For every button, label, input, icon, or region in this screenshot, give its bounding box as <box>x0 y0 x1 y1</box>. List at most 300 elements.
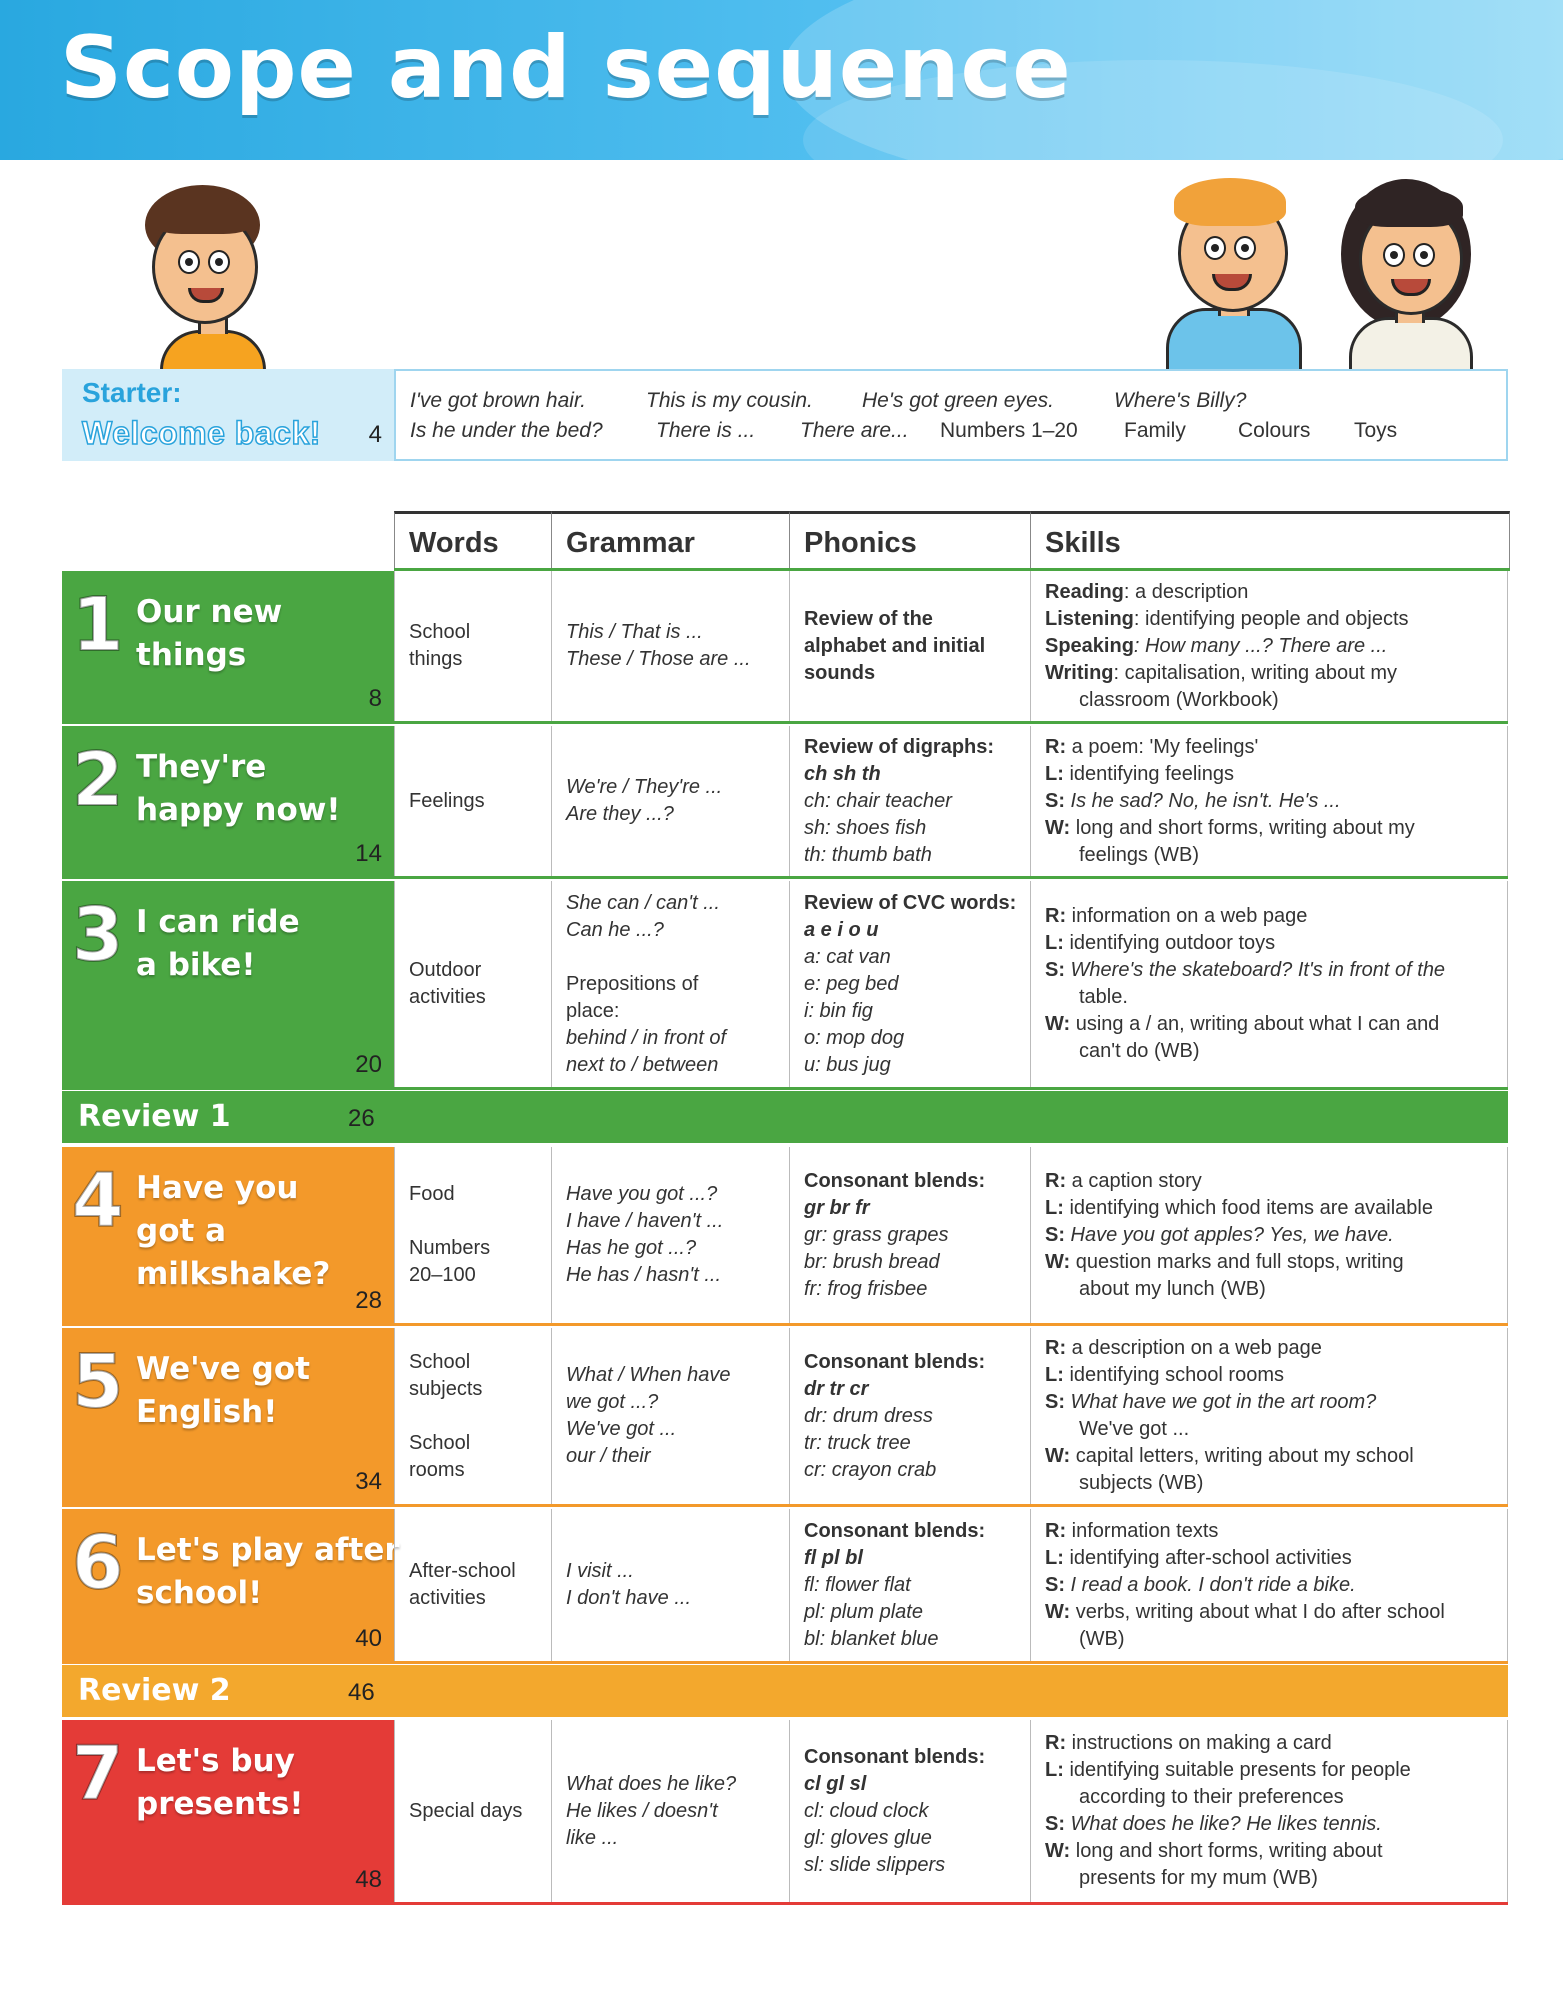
skill-text: information texts <box>1066 1519 1219 1542</box>
phonics-line: gr: grass grapes <box>804 1223 949 1246</box>
skill-text: : How many ...? There are ... <box>1133 634 1388 657</box>
skill-text: : a description <box>1123 580 1249 603</box>
skill-text: : identifying people and objects <box>1133 607 1409 630</box>
skill-line <box>1045 1545 1445 1572</box>
unit-skills-cell <box>1030 1147 1508 1323</box>
words-line: things <box>409 648 463 670</box>
skill-key: L: <box>1045 1196 1064 1219</box>
grammar-line: behind / in front of <box>566 1026 727 1049</box>
phonics-line: cl gl sl <box>804 1772 867 1795</box>
unit-number: 1 <box>72 582 124 668</box>
review-label: Review 2 <box>78 1673 231 1708</box>
grammar-line: we got ...? <box>566 1391 659 1413</box>
skill-text: a description on a web page <box>1066 1337 1322 1359</box>
unit-title <box>136 901 300 987</box>
grammar-line: She can / can't ... <box>566 891 720 914</box>
skill-key: Reading <box>1045 580 1124 603</box>
skill-key: L: <box>1045 1364 1064 1386</box>
skill-line <box>1045 1416 1414 1443</box>
grammar-line: This / That is ... <box>566 621 703 643</box>
page-title: Scope and sequence <box>60 18 1072 118</box>
skill-text: We've got ... <box>1079 1418 1190 1440</box>
unit-title <box>136 1348 310 1434</box>
starter-unit-label <box>62 369 394 461</box>
skill-key: L: <box>1045 932 1064 954</box>
skill-line <box>1045 1195 1433 1222</box>
starter-item: Is he under the bed? <box>410 419 603 442</box>
skill-key: S: <box>1045 959 1065 981</box>
skill-line <box>1045 815 1415 842</box>
skill-line <box>1045 1335 1414 1362</box>
skill-text: I read a book. I don't ride a bike. <box>1065 1573 1356 1596</box>
skills-content <box>1045 1730 1411 1892</box>
unit-title <box>136 746 341 832</box>
skills-content <box>1045 1518 1445 1653</box>
phonics-content <box>804 1168 985 1303</box>
grammar-line: Are they ...? <box>566 803 674 825</box>
skill-text: Where's the skateboard? It's in front of the <box>1065 959 1446 981</box>
words-content <box>409 788 485 815</box>
unit-page-number: 28 <box>355 1287 382 1314</box>
starter-item: There is ... <box>656 419 756 442</box>
skill-text: a caption story <box>1066 1169 1202 1192</box>
skill-text: identifying after-school activities <box>1063 1546 1352 1569</box>
words-content <box>409 1558 516 1612</box>
boy-character-illustration <box>140 190 290 370</box>
grammar-content <box>566 1558 691 1612</box>
skills-content <box>1045 1168 1433 1303</box>
phonics-line: cl: cloud clock <box>804 1799 929 1822</box>
unit-phonics-cell <box>789 726 1030 876</box>
skill-text: Is he sad? No, he isn't. He's ... <box>1065 789 1341 812</box>
unit-row-3 <box>62 881 1508 1090</box>
phonics-line: dr tr cr <box>804 1377 869 1400</box>
grammar-line: next to / between <box>566 1053 719 1076</box>
unit-title-line: Let's buy <box>136 1743 295 1779</box>
unit-grammar-cell <box>551 1720 789 1902</box>
words-line: Food <box>409 1183 455 1205</box>
grammar-line: He has / hasn't ... <box>566 1264 722 1286</box>
grammar-content <box>566 774 722 828</box>
skill-key: S: <box>1045 1573 1065 1596</box>
unit-phonics-cell <box>789 881 1030 1087</box>
skill-text: long and short forms, writing about <box>1070 1840 1383 1862</box>
phonics-line: ch: chair teacher <box>804 789 952 812</box>
words-line: activities <box>409 1587 486 1609</box>
skill-text: (WB) <box>1079 1627 1125 1650</box>
skill-key: S: <box>1045 1391 1065 1413</box>
unit-row-7 <box>62 1720 1508 1905</box>
unit-skills-cell <box>1030 571 1508 721</box>
skill-text: capital letters, writing about my school <box>1070 1445 1414 1467</box>
skill-key: R: <box>1045 1519 1067 1542</box>
column-header-words: Words <box>394 511 551 569</box>
starter-item: This is my cousin. <box>646 389 813 412</box>
review-page-number: 46 <box>348 1679 375 1706</box>
skill-text: identifying suitable presents for people <box>1063 1759 1411 1781</box>
skill-line <box>1045 579 1409 606</box>
skill-text: classroom (Workbook) <box>1079 688 1279 711</box>
skill-text: identifying school rooms <box>1063 1364 1284 1386</box>
unit-row-2 <box>62 726 1508 879</box>
unit-phonics-cell <box>789 1509 1030 1661</box>
grammar-line: I don't have ... <box>566 1587 692 1609</box>
grammar-line: These / Those are ... <box>566 648 751 670</box>
skill-line <box>1045 1599 1445 1626</box>
skill-line <box>1045 903 1445 930</box>
unit-words-cell <box>394 726 551 876</box>
words-content <box>409 1349 482 1484</box>
skill-line <box>1045 1572 1445 1599</box>
skill-line <box>1045 1757 1411 1784</box>
grammar-line: I visit ... <box>566 1560 634 1582</box>
unit-title-line: We've got <box>136 1351 310 1387</box>
spacer <box>409 1208 490 1235</box>
unit-phonics-cell <box>789 1147 1030 1323</box>
unit-words-cell <box>394 1509 551 1661</box>
unit-page-number: 8 <box>368 685 382 712</box>
girl-character-illustration <box>1345 185 1495 370</box>
phonics-line: gr br fr <box>804 1196 870 1219</box>
starter-item: Where's Billy? <box>1114 389 1247 412</box>
unit-words-cell <box>394 881 551 1087</box>
skill-text: instructions on making a card <box>1066 1732 1332 1754</box>
skill-key: L: <box>1045 1546 1064 1569</box>
skill-text: subjects (WB) <box>1079 1472 1204 1494</box>
unit-words-cell <box>394 571 551 721</box>
unit-skills-cell <box>1030 1720 1508 1902</box>
skill-line <box>1045 788 1415 815</box>
review-page-number: 26 <box>348 1105 375 1132</box>
phonics-line: fr: frog frisbee <box>804 1277 928 1300</box>
grammar-content <box>566 1771 736 1852</box>
phonics-content <box>804 1744 985 1879</box>
review-label: Review 1 <box>78 1099 231 1134</box>
phonics-line: Consonant blends: <box>804 1745 986 1768</box>
grammar-line: Prepositions of <box>566 972 699 995</box>
skill-line <box>1045 1168 1433 1195</box>
skill-key: Speaking <box>1045 634 1134 657</box>
skill-text: question marks and full stops, writing <box>1070 1250 1404 1273</box>
skill-text: identifying outdoor toys <box>1063 932 1276 954</box>
starter-item: He's got green eyes. <box>862 389 1054 412</box>
unit-row-4 <box>62 1147 1508 1326</box>
phonics-line: th: thumb bath <box>804 843 932 866</box>
words-line: Numbers <box>409 1237 491 1259</box>
words-content <box>409 619 470 673</box>
unit-page-number: 40 <box>355 1625 382 1652</box>
skills-content <box>1045 1335 1414 1497</box>
review-bar-2 <box>62 1665 1508 1717</box>
starter-item: I've got brown hair. <box>410 389 586 412</box>
unit-grammar-cell <box>551 726 789 876</box>
unit-title-line: Let's play after <box>136 1532 400 1568</box>
skill-text: a poem: 'My feelings' <box>1066 735 1259 758</box>
phonics-line: fl pl bl <box>804 1546 863 1569</box>
skill-line <box>1045 1249 1433 1276</box>
unit-title-line: Have you <box>136 1170 299 1206</box>
skill-line <box>1045 1443 1414 1470</box>
unit-title-line: Our new <box>136 594 283 630</box>
unit-page-number: 34 <box>355 1468 382 1495</box>
unit-title <box>136 1740 303 1826</box>
skills-content <box>1045 734 1415 869</box>
unit-number: 4 <box>72 1158 124 1244</box>
skill-line <box>1045 1470 1414 1497</box>
skills-content <box>1045 903 1445 1065</box>
words-content <box>409 1181 490 1289</box>
grammar-line: our / their <box>566 1445 651 1467</box>
unit-words-cell <box>394 1147 551 1323</box>
skill-line <box>1045 1784 1411 1811</box>
unit-title <box>136 1529 400 1615</box>
unit-number: 3 <box>72 892 124 978</box>
blond-boy-character-illustration <box>1160 180 1320 370</box>
skill-text: feelings (WB) <box>1079 843 1200 866</box>
skill-line <box>1045 1362 1414 1389</box>
starter-item: Numbers 1–20 <box>940 419 1078 442</box>
skill-key: R: <box>1045 1337 1067 1359</box>
unit-grammar-cell <box>551 1509 789 1661</box>
phonics-line: sh: shoes fish <box>804 816 927 839</box>
unit-title <box>136 1167 330 1296</box>
skill-text: can't do (WB) <box>1079 1040 1200 1062</box>
words-line: School <box>409 1350 471 1373</box>
unit-row-1 <box>62 571 1508 724</box>
grammar-line: What / When have <box>566 1364 731 1386</box>
words-line: Outdoor <box>409 959 482 981</box>
skill-line <box>1045 633 1409 660</box>
words-line: 20–100 <box>409 1264 476 1286</box>
skill-text: using a / an, writing about what I can and <box>1070 1013 1440 1035</box>
skill-key: R: <box>1045 905 1067 927</box>
phonics-line: bl: blanket blue <box>804 1627 939 1650</box>
phonics-line: Review of digraphs: <box>804 735 995 758</box>
phonics-content <box>804 1349 985 1484</box>
unit-skills-cell <box>1030 881 1508 1087</box>
unit-grammar-cell <box>551 571 789 721</box>
unit-words-cell <box>394 1720 551 1902</box>
review-bar-1 <box>62 1091 1508 1143</box>
skill-line <box>1045 1626 1445 1653</box>
column-header-phonics: Phonics <box>789 511 1030 569</box>
title-banner <box>0 0 1563 160</box>
skill-key: W: <box>1045 1840 1071 1862</box>
grammar-content <box>566 619 751 673</box>
skill-line <box>1045 1276 1433 1303</box>
words-content <box>409 957 486 1011</box>
skill-text: identifying which food items are available <box>1063 1196 1433 1219</box>
unit-title <box>136 591 282 677</box>
starter-subtitle: Welcome back! <box>82 415 321 451</box>
skill-text: according to their preferences <box>1079 1786 1344 1808</box>
unit-page-number: 48 <box>355 1866 382 1893</box>
grammar-line: We've got ... <box>566 1418 677 1440</box>
starter-title: Starter: <box>82 377 182 408</box>
spacer <box>566 944 726 971</box>
phonics-line: br: brush bread <box>804 1250 940 1273</box>
unit-title-line: I can ride <box>136 904 300 940</box>
words-line: activities <box>409 986 486 1008</box>
unit-phonics-cell <box>789 571 1030 721</box>
unit-title-line: things <box>136 637 247 673</box>
phonics-line: a e i o u <box>804 918 879 941</box>
phonics-line: u: bus jug <box>804 1053 891 1076</box>
unit-title-line: happy now! <box>136 792 341 828</box>
skill-text: What have we got in the art room? <box>1065 1391 1377 1413</box>
unit-phonics-cell <box>789 1328 1030 1504</box>
phonics-line: dr: drum dress <box>804 1404 933 1427</box>
skill-line <box>1045 984 1445 1011</box>
grammar-content <box>566 1362 731 1470</box>
starter-page-number: 4 <box>368 421 382 448</box>
skill-line <box>1045 1222 1433 1249</box>
grammar-line: Has he got ...? <box>566 1237 697 1259</box>
skill-line <box>1045 761 1415 788</box>
skill-key: R: <box>1045 735 1067 758</box>
grammar-line: Can he ...? <box>566 918 664 941</box>
unit-label <box>62 1147 394 1323</box>
unit-label <box>62 726 394 876</box>
skill-line <box>1045 1389 1414 1416</box>
skill-text: Have you got apples? Yes, we have. <box>1065 1223 1394 1246</box>
unit-skills-cell <box>1030 1328 1508 1504</box>
unit-label <box>62 1509 400 1661</box>
unit-phonics-cell <box>789 1720 1030 1902</box>
phonics-content <box>804 1518 985 1653</box>
grammar-line: Have you got ...? <box>566 1183 718 1205</box>
skill-text: verbs, writing about what I do after school <box>1070 1600 1445 1623</box>
phonics-line: a: cat van <box>804 945 891 968</box>
grammar-content <box>566 890 726 1079</box>
words-line: Special days <box>409 1799 523 1822</box>
column-header-skills: Skills <box>1030 511 1510 569</box>
starter-item: Colours <box>1238 419 1311 442</box>
starter-content <box>394 369 1508 461</box>
phonics-line: pl: plum plate <box>804 1600 923 1623</box>
skill-key: W: <box>1045 1445 1071 1467</box>
skill-key: S: <box>1045 789 1065 812</box>
skill-text: table. <box>1079 986 1128 1008</box>
grammar-line: like ... <box>566 1826 619 1849</box>
skill-key: W: <box>1045 1013 1071 1035</box>
unit-grammar-cell <box>551 881 789 1087</box>
grammar-line: place: <box>566 999 620 1022</box>
skill-key: S: <box>1045 1813 1065 1835</box>
grammar-line: He likes / doesn't <box>566 1799 718 1822</box>
unit-label <box>62 571 394 721</box>
skill-line <box>1045 687 1409 714</box>
words-line: School <box>409 621 471 643</box>
unit-row-6 <box>62 1509 1508 1664</box>
phonics-line: Review of CVC words: <box>804 891 1017 914</box>
words-line: subjects <box>409 1377 483 1400</box>
phonics-line: gl: gloves glue <box>804 1826 932 1849</box>
words-content <box>409 1798 522 1825</box>
unit-skills-cell <box>1030 1509 1508 1661</box>
skill-line <box>1045 930 1445 957</box>
phonics-content <box>804 606 985 687</box>
phonics-line: e: peg bed <box>804 972 899 995</box>
unit-page-number: 20 <box>355 1051 382 1078</box>
unit-grammar-cell <box>551 1147 789 1323</box>
skill-line <box>1045 1838 1411 1865</box>
spacer <box>409 1403 482 1430</box>
phonics-line: fl: flower flat <box>804 1573 911 1596</box>
skill-line <box>1045 1865 1411 1892</box>
column-header-grammar: Grammar <box>551 511 789 569</box>
skill-line <box>1045 660 1409 687</box>
unit-grammar-cell <box>551 1328 789 1504</box>
unit-title-line: got a <box>136 1213 227 1249</box>
unit-title-line: milkshake? <box>136 1256 331 1292</box>
skill-key: Listening <box>1045 607 1134 630</box>
skill-key: R: <box>1045 1169 1067 1192</box>
unit-label <box>62 881 394 1087</box>
unit-title-line: English! <box>136 1394 278 1430</box>
skill-text: identifying feelings <box>1063 762 1234 785</box>
starter-item: There are... <box>800 419 909 442</box>
skill-line <box>1045 957 1445 984</box>
unit-label <box>62 1720 394 1902</box>
skill-line <box>1045 606 1409 633</box>
phonics-line: Consonant blends: <box>804 1169 986 1192</box>
unit-title-line: a bike! <box>136 947 256 983</box>
unit-words-cell <box>394 1328 551 1504</box>
skill-line <box>1045 1038 1445 1065</box>
skill-text: What does he like? He likes tennis. <box>1065 1813 1382 1835</box>
skills-content <box>1045 579 1409 714</box>
unit-title-line: presents! <box>136 1786 304 1822</box>
starter-item: Toys <box>1354 419 1398 442</box>
grammar-content <box>566 1181 723 1289</box>
phonics-line: Consonant blends: <box>804 1350 986 1373</box>
unit-number: 5 <box>72 1339 124 1425</box>
unit-page-number: 14 <box>355 840 382 867</box>
unit-number: 7 <box>72 1731 124 1817</box>
phonics-content <box>804 734 994 869</box>
unit-number: 6 <box>72 1520 124 1606</box>
skill-key: W: <box>1045 1250 1071 1273</box>
phonics-line: sounds <box>804 661 876 684</box>
words-line: rooms <box>409 1458 465 1481</box>
phonics-line: ch sh th <box>804 762 881 785</box>
skill-key: Writing <box>1045 661 1114 684</box>
skill-text: presents for my mum (WB) <box>1079 1867 1318 1889</box>
grammar-line: What does he like? <box>566 1772 737 1795</box>
words-line: Feelings <box>409 789 485 812</box>
phonics-line: Review of the <box>804 607 933 630</box>
unit-skills-cell <box>1030 726 1508 876</box>
skill-line <box>1045 842 1415 869</box>
phonics-content <box>804 890 1016 1079</box>
skill-line <box>1045 1518 1445 1545</box>
phonics-line: alphabet and initial <box>804 634 986 657</box>
starter-item: Family <box>1124 419 1186 442</box>
skill-line <box>1045 734 1415 761</box>
phonics-line: Consonant blends: <box>804 1519 986 1542</box>
grammar-line: I have / haven't ... <box>566 1210 724 1232</box>
unit-title-line: They're <box>136 749 267 785</box>
skill-text: about my lunch (WB) <box>1079 1277 1266 1300</box>
skill-key: L: <box>1045 762 1064 785</box>
skill-key: W: <box>1045 1600 1071 1623</box>
unit-label <box>62 1328 394 1504</box>
skill-line <box>1045 1730 1411 1757</box>
skill-key: L: <box>1045 1759 1064 1781</box>
unit-title-line: school! <box>136 1575 263 1611</box>
skill-line <box>1045 1811 1411 1838</box>
